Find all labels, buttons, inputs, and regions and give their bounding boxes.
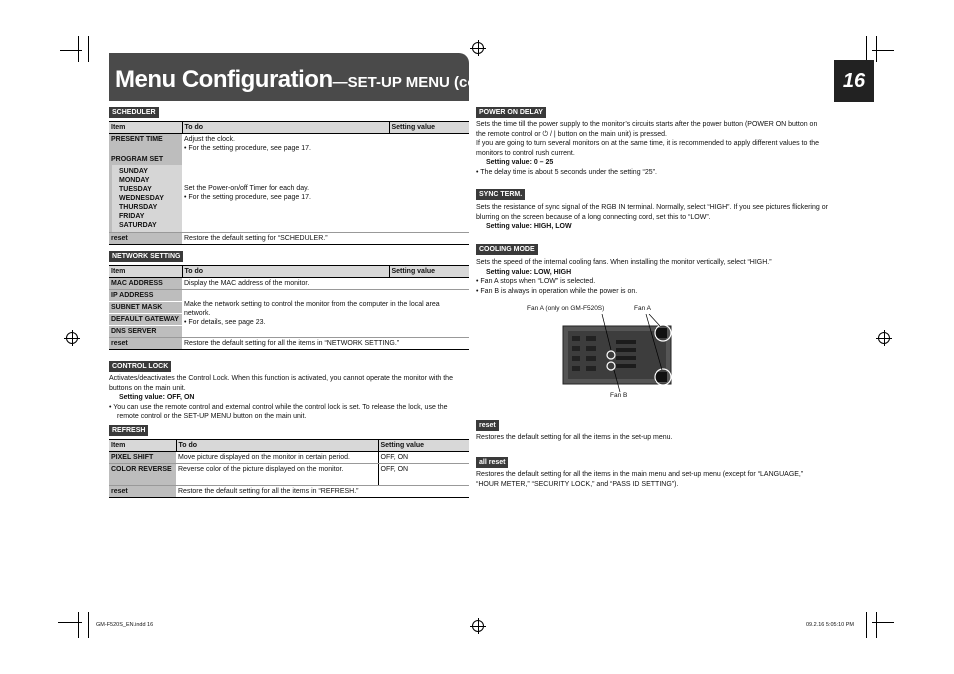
refresh-table xyxy=(109,439,469,498)
network-table xyxy=(109,265,469,350)
registration-mark-icon xyxy=(472,620,484,632)
scheduler-table xyxy=(109,121,469,245)
footer-file-name: GM-F520S_EN.indd 16 xyxy=(96,622,154,628)
item-mac-address: MAC ADDRESS xyxy=(109,278,182,290)
label-fan-a: Fan A xyxy=(634,305,651,312)
crop-mark xyxy=(866,36,867,62)
crop-mark xyxy=(876,612,877,638)
fan-a-bottom-icon xyxy=(655,372,667,382)
fan-diagram xyxy=(560,314,680,394)
table-row: COLOR REVERSE Reverse color of the picture displayed on the monitor. OFF, ON xyxy=(109,464,469,486)
section-heading-all-reset: all reset xyxy=(476,457,508,468)
fan-a-top-icon xyxy=(655,328,667,338)
table-header-row: Item To do Setting value xyxy=(109,440,469,452)
item-reset: reset xyxy=(109,233,182,245)
todo-cell: Make the network setting to control the monitor from the computer in the local area network. • For details, see page 23. xyxy=(182,290,469,338)
item-present-time: PRESENT TIME xyxy=(109,134,182,155)
table-row: MAC ADDRESS Display the MAC address of the monitor. xyxy=(109,278,469,290)
footer-timestamp: 09.2.16 5:05:10 PM xyxy=(806,622,855,628)
crop-mark xyxy=(88,36,89,62)
col-setting: Setting value xyxy=(389,122,469,134)
todo-cell: Set the Power-on/off Timer for each day. • For the setting procedure, see page 17. xyxy=(184,185,311,201)
label-fan-b: Fan B xyxy=(610,392,628,399)
item-dns-server: DNS SERVER xyxy=(109,326,182,338)
registration-mark-icon xyxy=(66,332,78,344)
label-fan-a-only: Fan A (only on GM-F520S) xyxy=(527,305,605,312)
col-item: Item xyxy=(109,122,182,134)
crop-mark xyxy=(78,36,79,62)
reset-text: Restores the default setting for all the items in the set-up menu. xyxy=(476,434,673,441)
table-row xyxy=(109,154,469,233)
panel-inner xyxy=(568,331,666,379)
table-row xyxy=(109,134,469,155)
item-reset: reset xyxy=(109,338,182,350)
section-heading-sync-term: SYNC TERM. xyxy=(476,189,525,200)
crop-mark xyxy=(876,36,877,62)
item-color-reverse: COLOR REVERSE xyxy=(109,464,176,486)
item-pixel-shift: PIXEL SHIFT xyxy=(109,452,176,464)
all-reset-text: Restores the default setting for all the items in the main menu and set-up menu (except for “LANGUAGE,” “HOUR METER,” “SECURITY LOCK,” and “PASS ID SETTING”). xyxy=(476,471,804,488)
sync-term-text: Sets the resistance of sync signal of the RGB IN terminal. Normally, select “HIGH”. If you see pictures flickering or blurring on the screen because of a long connecting cord, set this to “LOW”. Setting value: HIGH, LOW xyxy=(476,204,828,230)
page-number: 16 xyxy=(834,60,874,102)
col-todo: To do xyxy=(182,122,389,134)
table-row xyxy=(109,233,469,245)
crop-mark xyxy=(88,612,89,638)
section-heading-control-lock: CONTROL LOCK xyxy=(109,361,171,372)
section-heading-power-on-delay: POWER ON DELAY xyxy=(476,107,546,118)
todo-cell: Restore the default setting for “SCHEDULER.” xyxy=(182,233,389,245)
section-heading-scheduler: SCHEDULER xyxy=(109,107,159,118)
section-heading-refresh: REFRESH xyxy=(109,425,148,436)
registration-mark-icon xyxy=(472,42,484,54)
crop-mark xyxy=(866,612,867,638)
table-header-row: Item To do Setting value xyxy=(109,266,469,278)
table-row: reset Restore the default setting for all the items in “REFRESH.” xyxy=(109,486,469,498)
todo-cell: Adjust the clock. • For the setting procedure, see page 17. xyxy=(184,136,311,152)
section-heading-cooling-mode: COOLING MODE xyxy=(476,244,538,255)
item-default-gateway: DEFAULT GATEWAY xyxy=(109,314,182,326)
item-ip-address: IP ADDRESS xyxy=(109,290,182,302)
control-lock-text: Activates/deactivates the Control Lock. When this function is activated, you cannot operate the monitor with the buttons on the main unit. Setting value: OFF, ON • You can use the remote control and external control while the control lock is set. To release the lock, use the remote control or the SET-UP MENU button on the main unit. xyxy=(109,375,453,420)
item-reset: reset xyxy=(109,486,176,498)
registration-mark-icon xyxy=(878,332,890,344)
section-heading-reset: reset xyxy=(476,420,499,431)
table-row: reset Restore the default setting for all the items in “NETWORK SETTING.” xyxy=(109,338,469,350)
leader-fan-a-right xyxy=(649,314,660,326)
table-header-row xyxy=(109,122,469,134)
cooling-mode-text: Sets the speed of the internal cooling fans. When installing the monitor vertically, select “HIGH.” Setting value: LOW, HIGH • Fan A stops when “LOW” is selected. • Fan B is always in operation while the power is on. xyxy=(476,259,772,295)
table-row xyxy=(109,290,469,302)
power-on-delay-text: Sets the time till the power supply to the monitor’s circuits starts after the power button (POWER ON button on the remote control or ⏻ / | button on the main unit) is pressed. If you are going to turn several monitors on at the same time, it is recommended to apply different values to the monitors to control rush current. Setting value: 0 – 25 • The delay time is about 5 seconds under the setting “25”. xyxy=(476,121,820,176)
page-title: Menu Configuration—SET-UP MENU (cont.) xyxy=(115,66,500,93)
item-program-set: PROGRAM SET SUNDAY MONDAY TUESDAY WEDNESDAY THURSDAY FRIDAY SATURDAY xyxy=(109,154,182,233)
section-heading-network: NETWORK SETTING xyxy=(109,251,183,262)
item-subnet-mask: SUBNET MASK xyxy=(109,302,182,314)
table-row: PIXEL SHIFT Move picture displayed on the monitor in certain period. OFF, ON xyxy=(109,452,469,464)
crop-mark xyxy=(78,612,79,638)
